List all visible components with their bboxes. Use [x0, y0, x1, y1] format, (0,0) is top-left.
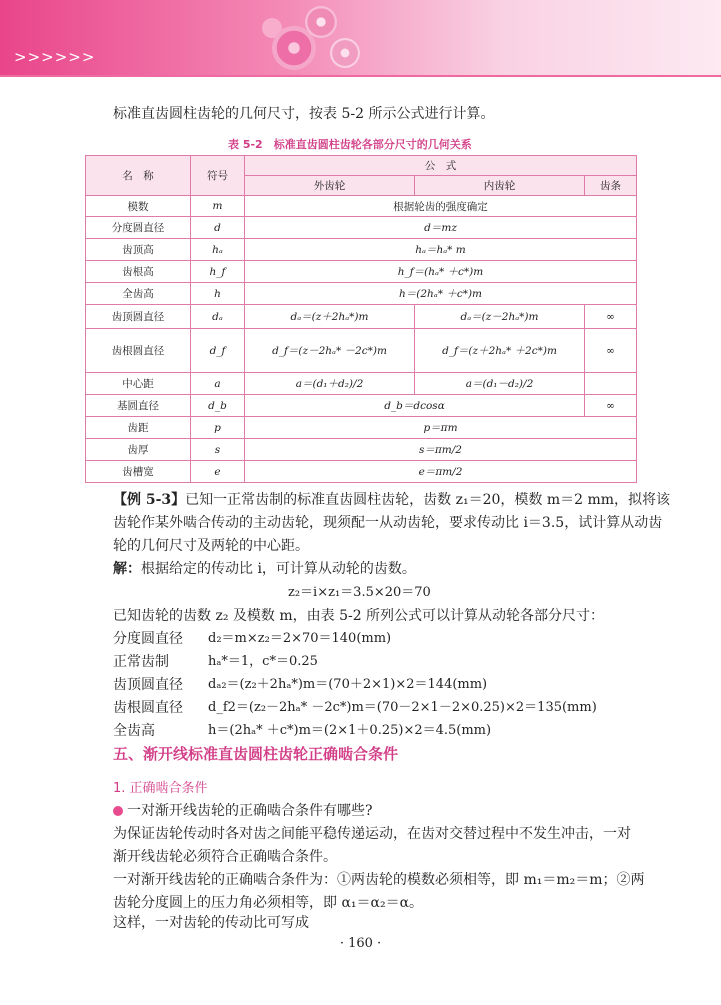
header-rack: 齿条: [585, 176, 637, 196]
cell-symbol: d_b: [191, 395, 245, 417]
equation-z2: z₂＝i×z₁＝3.5×20＝70: [288, 585, 431, 600]
table-row: [86, 305, 637, 329]
cell-name: 中心距: [86, 373, 191, 395]
header-banner: [0, 0, 721, 75]
subsection-heading: 1. 正确啮合条件: [113, 781, 208, 796]
cell-symbol: a: [191, 373, 245, 395]
cell-formula: p＝πm: [245, 417, 637, 439]
table-row: [86, 373, 637, 395]
header-divider: [0, 75, 721, 77]
page-number: · 160 ·: [339, 936, 382, 951]
calc-label: 全齿高: [113, 723, 155, 739]
calc-value: d₂＝m×z₂＝2×70＝140(mm): [208, 631, 392, 646]
calc-value: dₐ₂＝(z₂＋2hₐ*)m＝(70＋2×1)×2＝144(mm): [208, 677, 488, 692]
paragraph-2a: 一对渐开线齿轮的正确啮合条件为：①两齿轮的模数必须相等，即 m₁＝m₂＝m；②两: [113, 872, 645, 888]
cell-symbol: d: [191, 217, 245, 239]
calc-value: hₐ*＝1，c*＝0.25: [208, 654, 318, 669]
cell-name: 齿槽宽: [86, 461, 191, 483]
calc-label: 齿顶圆直径: [113, 677, 183, 693]
cell-external: a＝(d₁＋d₂)/2: [245, 373, 415, 395]
table-row: [86, 395, 637, 417]
cell-name: 齿顶圆直径: [86, 305, 191, 329]
cell-name: 齿厚: [86, 439, 191, 461]
header-formula: 公 式: [245, 156, 637, 176]
example-line-2: 齿轮作某外啮合传动的主动齿轮，现须配一从动齿轮，要求传动比 i＝3.5，试计算从动齿: [113, 515, 663, 531]
solution-text-1: 根据给定的传动比 i，可计算从动轮的齿数。: [141, 561, 416, 577]
table-row: [86, 217, 637, 239]
cell-symbol: h: [191, 283, 245, 305]
cell-rack: [585, 373, 637, 395]
cell-rack: ∞: [585, 329, 637, 373]
cell-symbol: dₐ: [191, 305, 245, 329]
table-row: [86, 439, 637, 461]
cell-formula: hₐ＝hₐ* m: [245, 239, 637, 261]
cell-name: 全齿高: [86, 283, 191, 305]
solution-line-2: 已知齿轮的齿数 z₂ 及模数 m，由表 5-2 所列公式可以计算从动轮各部分尺寸：: [113, 608, 605, 624]
calc-label: 正常齿制: [113, 654, 169, 670]
cell-name: 齿根圆直径: [86, 329, 191, 373]
cell-name: 基圆直径: [86, 395, 191, 417]
example-line-3: 轮的几何尺寸及两轮的中心距。: [113, 538, 309, 554]
geometry-table: [85, 155, 637, 483]
example-label: 【例 5-3】: [113, 492, 186, 508]
cell-internal: d_f＝(z＋2hₐ* ＋2c*)m: [415, 329, 585, 373]
calc-label: 齿根圆直径: [113, 700, 183, 716]
cell-formula: 根据轮齿的强度确定: [245, 196, 637, 217]
gear-decoration-icon: [330, 38, 360, 68]
solution-line-1: [113, 558, 416, 580]
cell-rack: ∞: [585, 395, 637, 417]
chevrons-icon: >>>>>>: [14, 48, 96, 66]
calc-value: d_f2＝(z₂－2hₐ* －2c*)m＝(70－2×1－2×0.25)×2＝135(mm): [208, 700, 597, 715]
solution-label: 解：: [113, 561, 141, 577]
cell-symbol: e: [191, 461, 245, 483]
cell-symbol: h_f: [191, 261, 245, 283]
intro-text: 标准直齿圆柱齿轮的几何尺寸，按表 5-2 所示公式进行计算。: [113, 106, 495, 122]
cell-formula: e＝πm/2: [245, 461, 637, 483]
bullet-dot-icon: [113, 806, 123, 816]
cell-name: 模数: [86, 196, 191, 217]
cell-formula: h_f＝(hₐ* ＋c*)m: [245, 261, 637, 283]
cell-symbol: m: [191, 196, 245, 217]
cell-symbol: s: [191, 439, 245, 461]
cell-symbol: p: [191, 417, 245, 439]
gear-decoration-icon: [305, 6, 337, 38]
table-row: [86, 261, 637, 283]
header-external: 外齿轮: [245, 176, 415, 196]
cell-name: 齿顶高: [86, 239, 191, 261]
paragraph-2b: 齿轮分度圆上的压力角必须相等，即 α₁＝α₂＝α。: [113, 895, 424, 911]
question-line: [113, 800, 373, 822]
header-internal: 内齿轮: [415, 176, 585, 196]
cell-formula: s＝πm/2: [245, 439, 637, 461]
table-row: [86, 239, 637, 261]
cell-symbol: hₐ: [191, 239, 245, 261]
header-symbol: 符号: [191, 156, 245, 196]
example-line-1: [113, 489, 670, 511]
cell-name: 齿距: [86, 417, 191, 439]
cell-external: d_f＝(z－2hₐ* －2c*)m: [245, 329, 415, 373]
example-text-1: 已知一正常齿制的标准直齿圆柱齿轮，齿数 z₁＝20，模数 m＝2 mm，拟将该: [185, 492, 671, 508]
cell-formula: h＝(2hₐ* ＋c*)m: [245, 283, 637, 305]
header-name: 名 称: [86, 156, 191, 196]
table-row: [86, 417, 637, 439]
paragraph-3: 这样，一对齿轮的传动比可写成: [113, 915, 309, 931]
table-row: [86, 329, 637, 373]
cell-internal: a＝(d₁－d₂)/2: [415, 373, 585, 395]
cell-name: 分度圆直径: [86, 217, 191, 239]
table-row: [86, 196, 637, 217]
section-heading: 五、渐开线标准直齿圆柱齿轮正确啮合条件: [113, 745, 399, 763]
table-row: [86, 283, 637, 305]
calc-value: h＝(2hₐ* ＋c*)m＝(2×1＋0.25)×2＝4.5(mm): [208, 723, 492, 738]
cell-internal: dₐ＝(z－2hₐ*)m: [415, 305, 585, 329]
paragraph-1b: 渐开线齿轮必须符合正确啮合条件。: [113, 849, 337, 865]
cell-formula: d＝mz: [245, 217, 637, 239]
cell-external: dₐ＝(z＋2hₐ*)m: [245, 305, 415, 329]
question-text: 一对渐开线齿轮的正确啮合条件有哪些?: [127, 803, 373, 819]
table-row: [86, 461, 637, 483]
cell-formula: d_b＝dcosα: [245, 395, 585, 417]
paragraph-1a: 为保证齿轮传动时各对齿之间能平稳传递运动，在齿对交替过程中不发生冲击，一对: [113, 826, 631, 842]
cell-symbol: d_f: [191, 329, 245, 373]
cell-rack: ∞: [585, 305, 637, 329]
table-caption: 表 5-2 标准直齿圆柱齿轮各部分尺寸的几何关系: [228, 138, 472, 151]
cell-name: 齿根高: [86, 261, 191, 283]
calc-label: 分度圆直径: [113, 631, 183, 647]
